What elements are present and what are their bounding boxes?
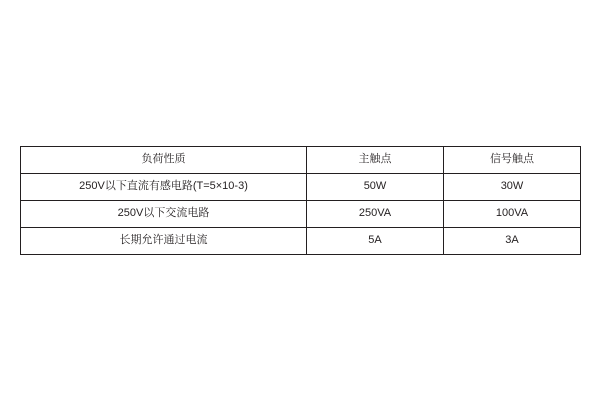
column-header-signal-contact: 信号触点 bbox=[444, 147, 581, 174]
table-header-row bbox=[21, 147, 581, 174]
contact-capacity-table bbox=[20, 146, 581, 255]
cell-load-nature: 250V以下直流有感电路(T=5×10-3) bbox=[21, 174, 307, 201]
table-body bbox=[21, 174, 581, 255]
cell-main-contact: 50W bbox=[307, 174, 444, 201]
cell-main-contact: 5A bbox=[307, 228, 444, 255]
cell-load-nature: 250V以下交流电路 bbox=[21, 201, 307, 228]
table-row bbox=[21, 174, 581, 201]
cell-signal-contact: 3A bbox=[444, 228, 581, 255]
cell-signal-contact: 100VA bbox=[444, 201, 581, 228]
cell-load-nature: 长期允许通过电流 bbox=[21, 228, 307, 255]
table-header bbox=[21, 147, 581, 174]
cell-main-contact: 250VA bbox=[307, 201, 444, 228]
column-header-load-nature: 负荷性质 bbox=[21, 147, 307, 174]
table-row bbox=[21, 201, 581, 228]
table-row bbox=[21, 228, 581, 255]
cell-signal-contact: 30W bbox=[444, 174, 581, 201]
column-header-main-contact: 主触点 bbox=[307, 147, 444, 174]
spec-table-container bbox=[20, 146, 580, 255]
